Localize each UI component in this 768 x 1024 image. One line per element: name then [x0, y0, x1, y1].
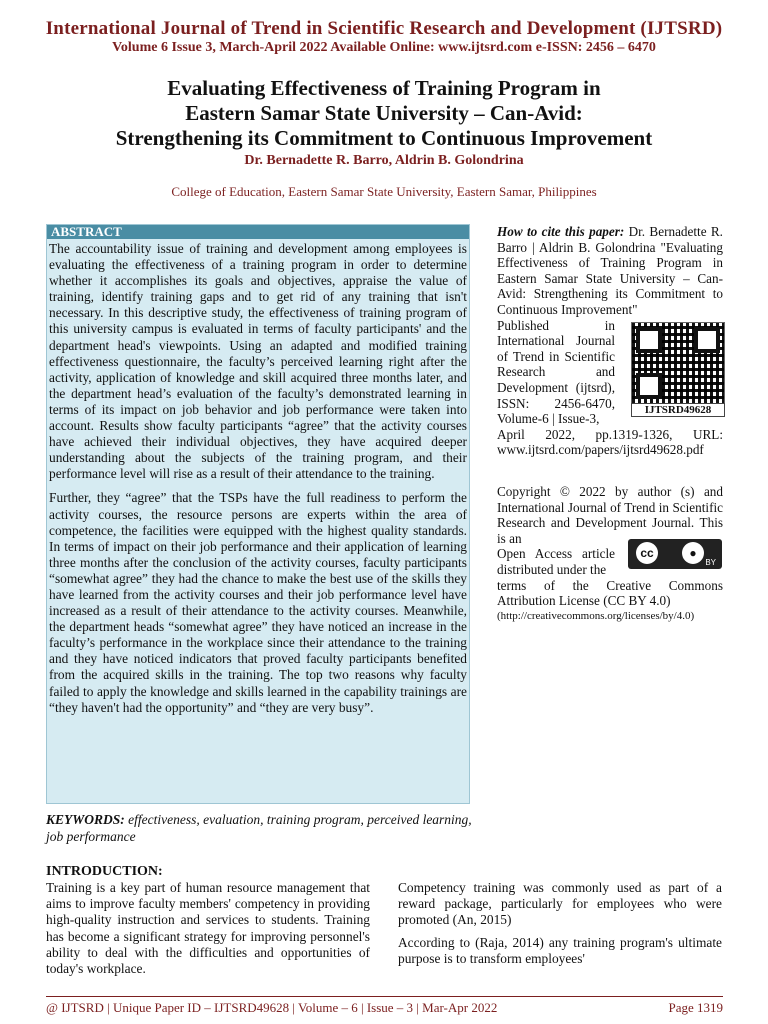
paper-title-line-2: Eastern Samar State University – Can-Avid: — [185, 101, 583, 125]
abstract-body — [47, 239, 469, 716]
citation-heading: How to cite this paper: — [497, 224, 625, 239]
introduction-right-paragraph-1: Competency training was commonly used as part of a reward package, particularly for employees who were promoted (An, 2015) — [398, 880, 722, 928]
page-number: Page 1319 — [668, 1000, 723, 1015]
paper-title — [0, 76, 768, 151]
paper-title-line-1: Evaluating Effectiveness of Training Program in — [167, 76, 601, 100]
abstract-box — [46, 224, 470, 804]
footer-left: @ IJTSRD | Unique Paper ID – IJTSRD49628 | Volume – 6 | Issue – 3 | Mar-Apr 2022 — [46, 1000, 498, 1015]
keywords-text: effectiveness, evaluation, training program, perceived learning, job performance — [46, 812, 472, 844]
introduction-left-column: Training is a key part of human resource management that aims to improve faculty members' competency in providing high-quality instruction and services to students. Training has become a significant strategy for improving personnel's ability to deal with the difficulties and opportunities of today's workplace. — [46, 880, 370, 977]
keywords — [46, 811, 476, 845]
qr-code-label: IJTSRD49628 — [631, 403, 725, 417]
qr-code-image — [631, 322, 725, 414]
footer — [46, 1000, 723, 1016]
abstract-paragraph-2: Further, they “agree” that the TSPs have the full readiness to perform the activity courses, the resource persons are experts within the area of competence, the facilities were equipped with the highest quality standards. In terms of impact on their job performance and their application of learning three months after the conclusion of the activity courses, faculty participants “somewhat agree” they had the chance to make the best use of the skills they have learned from the activity courses and their job performance level have increased as a result of their attendance to the activity courses. Meanwhile, the department heads “somewhat agree” they have noticed an increase in the faculty’s performance in the workplace since their attendance to the training and they have noticed indicators that proved faculty participants benefited from the acquired skills in the training. The top two reasons why faculty failed to apply the knowledge and skills learned in the capability trainings are “they haven't had the opportunity” and “they are very busy”. — [49, 490, 467, 715]
introduction-right-paragraph-2: According to (Raja, 2014) any training program's ultimate purpose is to transform employees' — [398, 934, 722, 966]
license-text-top: Copyright © 2022 by author (s) and International Journal of Trend in Scientific Research and Development Journal. This is an — [497, 484, 723, 546]
journal-issue-line: Volume 6 Issue 3, March-April 2022 Available Online: www.ijtsrd.com e-ISSN: 2456 – 6470 — [112, 40, 656, 55]
introduction-heading: INTRODUCTION: — [46, 864, 163, 879]
cc-icon: cc — [636, 542, 658, 564]
cc-by-badge — [628, 539, 722, 569]
cc-by-label: BY — [705, 558, 716, 567]
attribution-person-icon: ● — [682, 542, 704, 564]
authors: Dr. Bernadette R. Barro, Aldrin B. Golondrina — [244, 153, 524, 168]
abstract-paragraph-1: The accountability issue of training and development among employees is evaluating the effectiveness of a training program in order to determine whether it accomplishes its goals and objectives, appraise the value of training, identify training gaps and to get rid of any training that isn't necessary. In this descriptive study, the effectiveness of training program of this university campus is evaluated in terms of faculty participants' and the department head's viewpoints. Using an adapted and modified training effectiveness questionnaire, the faculty’s perceived learning right after the activity, application of knowledge and skill acquired three months later, and the department head’s evaluation of the faculty’s demonstrated learning in terms of its impact on job behavior and job performance were taken into account. Results show faculty participants “agree” that the activity courses have achieved their individual objectives, they have acquired deeper understanding about the subjects of the training program, and their performance level will rise as a result of their attendance to the training. — [49, 241, 467, 482]
keywords-label: KEYWORDS: — [46, 812, 125, 827]
citation-text-narrow: Published in International Journal of Trend in Scientific Research and Development (ijtsrd), ISSN: 2456-6470, Volume-6 | Issue-3, — [497, 317, 615, 427]
citation-text-bottom: April 2022, pp.1319-1326, URL: www.ijtsrd.com/papers/ijtsrd49628.pdf — [497, 426, 723, 458]
paper-title-line-3: Strengthening its Commitment to Continuous Improvement — [115, 126, 653, 150]
abstract-heading: ABSTRACT — [47, 225, 469, 239]
license-text-narrow: Open Access article distributed under the — [497, 546, 615, 577]
footer-divider — [46, 996, 723, 997]
journal-title: International Journal of Trend in Scientific Research and Development (IJTSRD) — [45, 18, 723, 39]
citation-text-top: Dr. Bernadette R. Barro | Aldrin B. Golondrina "Evaluating Effectiveness of Training Program in Eastern Samar State University – Can-Avid: Strengthening its Commitment to Continuous Improvement" — [497, 224, 723, 317]
license-url[interactable]: (http://creativecommons.org/licenses/by/4.0) — [497, 609, 695, 622]
introduction-right-column — [398, 880, 722, 973]
affiliation: College of Education, Eastern Samar State University, Eastern Samar, Philippines — [171, 184, 597, 199]
license-text-bottom: terms of the Creative Commons Attribution License (CC BY 4.0) — [497, 577, 723, 609]
